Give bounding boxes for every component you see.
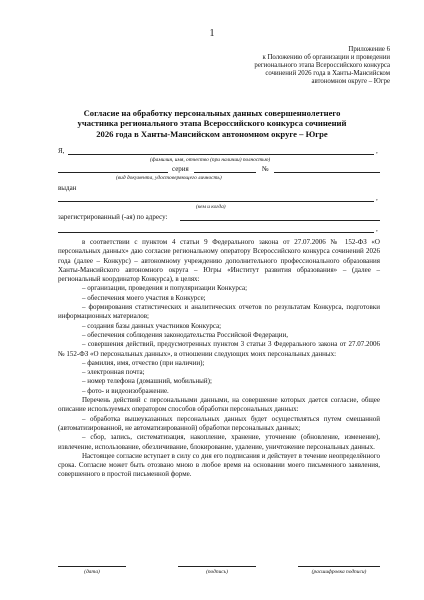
date-field[interactable] — [58, 556, 126, 567]
address-end-comma: , — [376, 225, 378, 233]
issued-label: выдан — [58, 184, 77, 192]
appendix-line: Приложение 6 — [348, 46, 390, 53]
issued-end-comma: , — [376, 194, 378, 202]
appendix-line: автономном округе – Югре — [311, 78, 390, 86]
title-line: Согласие на обработку персональных данных совершеннолетнего — [83, 108, 341, 118]
consent-paragraph: Настоящее согласие вступает в силу со дня его подписания и действует в течение неопределённого срока. Согласие может быть отозвано мною в любое время на основании моего письменного заявления, совершенного в простой письменной форме. — [58, 451, 380, 479]
registered-label: зарегистрированный (-ая) по адресу: — [58, 213, 168, 221]
issued-field[interactable] — [58, 201, 374, 202]
address-field-1[interactable] — [180, 220, 380, 221]
signature-field[interactable] — [178, 556, 256, 567]
appendix-line: регионального этапа Всероссийского конкурса — [254, 62, 390, 70]
issued-hint: (кем и когда) — [196, 204, 226, 210]
appendix-header — [238, 46, 390, 86]
fio-end-comma: , — [376, 147, 378, 155]
consent-paragraph: – обеспечения соблюдения законодательства Российской Федерации, — [82, 330, 288, 339]
title-line: 2026 года в Ханты-Мансийском автономном округе – Югре — [96, 128, 328, 139]
number-field[interactable] — [274, 172, 380, 173]
consent-paragraph: – сбор, запись, систематизация, накопление, хранение, уточнение (обновление, изменение), извлечение, использование, обезличивание, блокирование, удаление, уничтожение персональных данных. — [58, 433, 380, 451]
consent-paragraph: – фамилия, имя, отчество (при наличии); — [82, 358, 205, 367]
consent-paragraph: – формирования статистических и аналитических отчетов по результатам Конкурса, подготовки информационных материалов; — [58, 303, 380, 321]
appendix-line: сочинений 2026 года в Ханты-Мансийском — [265, 70, 390, 78]
consent-paragraph: – электронная почта; — [82, 368, 145, 377]
ya-label: Я, — [58, 147, 65, 155]
number-label: № — [262, 165, 269, 173]
seria-label: серия — [172, 165, 189, 173]
signature-decode-caption: (расшифровка подписи) — [311, 569, 367, 575]
signature-caption: (подпись) — [206, 569, 228, 575]
title-line: участника регионального этапа Всероссийского конкурса сочинений — [77, 118, 347, 129]
consent-paragraph: – обеспечения моего участия в Конкурсе; — [82, 293, 206, 302]
fio-hint: (фамилия, имя, отчество (при наличии) полностью) — [150, 157, 271, 163]
consent-paragraph: в соответствии с пунктом 4 статьи 9 Федерального закона от 27.07.2006 № 152-ФЗ «О персональных данных» даю согласие региональному оператору Всероссийского конкурса сочинений 2026 года (далее – Конкурс) – автономному учреждению дополнительного профессионального образования Ханты-Мансийского автономного округа – Югры «Институт развития образования» – (далее – региональный координатор Конкурса), в целях: — [58, 238, 380, 284]
consent-paragraph: – совершения действий, предусмотренных пунктом 3 статьи 3 Федерального закона от 27.07.2006 № 152-ФЗ «О персональных данных», в отношении следующих моих персональных данных: — [58, 340, 380, 358]
document-title — [60, 108, 364, 139]
signature-decode-field[interactable] — [298, 556, 380, 567]
consent-paragraph: – обработка вышеуказанных персональных данных будет осуществляться путем смешанной (автоматизированной, не автоматизированной) обработки персональных данных; — [58, 414, 380, 432]
appendix-line: к Положению об организации и проведении — [262, 54, 390, 62]
consent-body — [58, 238, 380, 480]
document-hint: (вид документа, удостоверяющего личность) — [116, 175, 222, 181]
address-field-2[interactable] — [58, 232, 374, 233]
page-number: 1 — [209, 28, 215, 39]
consent-paragraph: – организации, проведения и популяризации Конкурса; — [82, 284, 248, 293]
date-caption: (дата) — [84, 569, 100, 575]
consent-paragraph: Перечень действий с персональными данными, на совершение которых дается согласие, общее описание используемых оператором способов обработки персональных данных: — [58, 396, 380, 414]
consent-paragraph: – номер телефона (домашний, мобильный); — [82, 377, 212, 386]
document-type-field[interactable] — [58, 172, 168, 173]
consent-paragraph: – создания базы данных участников Конкурса; — [82, 321, 222, 330]
seria-field[interactable] — [194, 172, 256, 173]
consent-paragraph: – фото- и видеоизображение. — [82, 386, 169, 395]
signature-block — [58, 556, 380, 584]
fio-field[interactable] — [68, 154, 374, 155]
